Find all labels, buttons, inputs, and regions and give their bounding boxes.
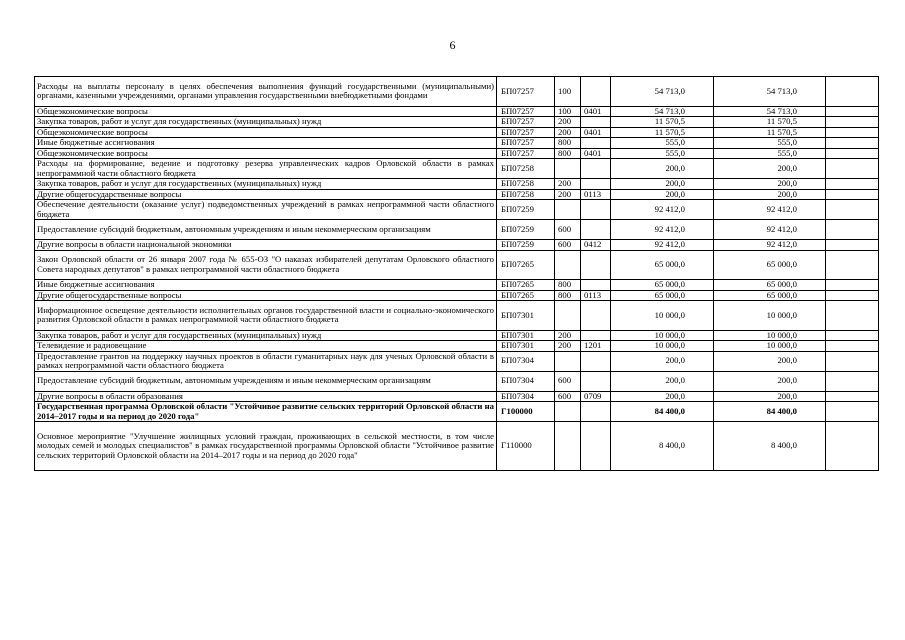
row-empty bbox=[826, 301, 879, 331]
row-vr bbox=[555, 159, 581, 179]
table-row bbox=[35, 422, 879, 471]
row-vr: 800 bbox=[555, 280, 581, 291]
table-row bbox=[35, 77, 879, 107]
row-rz: 0401 bbox=[581, 148, 611, 159]
row-name: Обеспечение деятельности (оказание услуг) подведомственных учреждений в рамках непрограммной части областного бюджета bbox=[35, 200, 497, 220]
row-vr: 200 bbox=[555, 330, 581, 341]
table-row bbox=[35, 341, 879, 352]
row-vr: 800 bbox=[555, 290, 581, 301]
row-name: Закупка товаров, работ и услуг для государственных (муниципальных) нужд bbox=[35, 117, 497, 128]
row-name: Предоставление субсидий бюджетным, автономным учреждениям и иным некоммерческим организациям bbox=[35, 371, 497, 391]
row-sum-2: 92 412,0 bbox=[714, 240, 826, 251]
row-name: Другие вопросы в области национальной экономики bbox=[35, 240, 497, 251]
row-empty bbox=[826, 351, 879, 371]
row-rz bbox=[581, 179, 611, 190]
row-empty bbox=[826, 250, 879, 280]
table-row bbox=[35, 189, 879, 200]
row-code: БП07257 bbox=[497, 77, 555, 107]
row-empty bbox=[826, 138, 879, 149]
row-name: Информационное освещение деятельности исполнительных органов государственной власти и социально-экономического развития Орловской области в рамках непрограммной части областного бюджета bbox=[35, 301, 497, 331]
row-code: БП07258 bbox=[497, 189, 555, 200]
table-row bbox=[35, 391, 879, 402]
row-vr: 200 bbox=[555, 127, 581, 138]
row-empty bbox=[826, 117, 879, 128]
row-rz bbox=[581, 422, 611, 471]
row-empty bbox=[826, 280, 879, 291]
row-name: Общеэкономические вопросы bbox=[35, 127, 497, 138]
row-name: Основное мероприятие "Улучшение жилищных условий граждан, проживающих в сельской местности, в том числе молодых семей и молодых специалистов" в рамках государственной программы Орловской области "Устойчивое развитие сельских территорий Орловской области на 2014–2017 годы и на период до 2020 года" bbox=[35, 422, 497, 471]
row-code: БП07265 bbox=[497, 250, 555, 280]
row-empty bbox=[826, 148, 879, 159]
row-code: БП07301 bbox=[497, 301, 555, 331]
row-sum-1: 65 000,0 bbox=[611, 250, 714, 280]
row-sum-1: 200,0 bbox=[611, 159, 714, 179]
row-name: Закон Орловской области от 26 января 2007 года № 655-ОЗ "О наказах избирателей депутатам Орловского областного Совета народных депутатов" в рамках непрограммной части областного бюджета bbox=[35, 250, 497, 280]
row-vr: 600 bbox=[555, 371, 581, 391]
row-code: БП07265 bbox=[497, 290, 555, 301]
row-rz bbox=[581, 351, 611, 371]
row-rz: 0401 bbox=[581, 106, 611, 117]
row-sum-2: 54 713,0 bbox=[714, 77, 826, 107]
row-sum-1: 10 000,0 bbox=[611, 341, 714, 352]
row-rz bbox=[581, 371, 611, 391]
row-sum-2: 65 000,0 bbox=[714, 250, 826, 280]
row-name: Предоставление субсидий бюджетным, автономным учреждениям и иным некоммерческим организациям bbox=[35, 220, 497, 240]
table-row bbox=[35, 200, 879, 220]
row-name: Расходы на формирование, ведение и подготовку резерва управленческих кадров Орловской области в рамках непрограммной части областного бюджета bbox=[35, 159, 497, 179]
row-sum-1: 65 000,0 bbox=[611, 290, 714, 301]
row-rz: 0113 bbox=[581, 189, 611, 200]
row-vr: 600 bbox=[555, 391, 581, 402]
row-rz: 0412 bbox=[581, 240, 611, 251]
row-empty bbox=[826, 240, 879, 251]
row-sum-1: 84 400,0 bbox=[611, 402, 714, 422]
row-code: БП07304 bbox=[497, 351, 555, 371]
table-row bbox=[35, 138, 879, 149]
table-row bbox=[35, 280, 879, 291]
row-sum-2: 555,0 bbox=[714, 138, 826, 149]
row-sum-1: 92 412,0 bbox=[611, 220, 714, 240]
row-sum-2: 54 713,0 bbox=[714, 106, 826, 117]
table-row bbox=[35, 148, 879, 159]
row-sum-1: 200,0 bbox=[611, 179, 714, 190]
table-row bbox=[35, 371, 879, 391]
row-code: БП07265 bbox=[497, 280, 555, 291]
row-sum-2: 92 412,0 bbox=[714, 220, 826, 240]
row-sum-1: 200,0 bbox=[611, 189, 714, 200]
row-empty bbox=[826, 189, 879, 200]
row-sum-1: 10 000,0 bbox=[611, 301, 714, 331]
row-sum-2: 555,0 bbox=[714, 148, 826, 159]
row-sum-1: 11 570,5 bbox=[611, 127, 714, 138]
row-rz bbox=[581, 220, 611, 240]
row-rz: 0113 bbox=[581, 290, 611, 301]
row-vr bbox=[555, 200, 581, 220]
table-row bbox=[35, 220, 879, 240]
row-empty bbox=[826, 422, 879, 471]
row-vr: 100 bbox=[555, 106, 581, 117]
row-sum-1: 11 570,5 bbox=[611, 117, 714, 128]
row-code: Г110000 bbox=[497, 422, 555, 471]
row-rz bbox=[581, 250, 611, 280]
row-name: Закупка товаров, работ и услуг для государственных (муниципальных) нужд bbox=[35, 330, 497, 341]
row-vr: 100 bbox=[555, 77, 581, 107]
row-empty bbox=[826, 77, 879, 107]
table-row bbox=[35, 106, 879, 117]
table-row bbox=[35, 402, 879, 422]
row-name: Предоставление грантов на поддержку научных проектов в области гуманитарных наук для ученых Орловской области в рамках непрограммной части областного бюджета bbox=[35, 351, 497, 371]
table-row bbox=[35, 301, 879, 331]
row-rz bbox=[581, 301, 611, 331]
row-name: Другие вопросы в области образования bbox=[35, 391, 497, 402]
row-empty bbox=[826, 290, 879, 301]
row-vr: 200 bbox=[555, 117, 581, 128]
row-vr bbox=[555, 422, 581, 471]
row-empty bbox=[826, 391, 879, 402]
row-empty bbox=[826, 127, 879, 138]
row-empty bbox=[826, 179, 879, 190]
table-row bbox=[35, 351, 879, 371]
row-sum-2: 65 000,0 bbox=[714, 290, 826, 301]
row-sum-1: 54 713,0 bbox=[611, 77, 714, 107]
row-vr bbox=[555, 301, 581, 331]
row-code: БП07257 bbox=[497, 106, 555, 117]
row-sum-1: 10 000,0 bbox=[611, 330, 714, 341]
row-rz bbox=[581, 280, 611, 291]
row-name: Другие общегосударственные вопросы bbox=[35, 290, 497, 301]
row-sum-2: 10 000,0 bbox=[714, 330, 826, 341]
row-code: БП07304 bbox=[497, 391, 555, 402]
row-vr: 200 bbox=[555, 341, 581, 352]
row-sum-2: 84 400,0 bbox=[714, 402, 826, 422]
row-sum-2: 8 400,0 bbox=[714, 422, 826, 471]
row-vr: 800 bbox=[555, 138, 581, 149]
row-name: Иные бюджетные ассигнования bbox=[35, 138, 497, 149]
row-rz: 0401 bbox=[581, 127, 611, 138]
row-empty bbox=[826, 371, 879, 391]
row-code: БП07301 bbox=[497, 341, 555, 352]
row-sum-1: 54 713,0 bbox=[611, 106, 714, 117]
row-sum-1: 65 000,0 bbox=[611, 280, 714, 291]
row-sum-2: 10 000,0 bbox=[714, 301, 826, 331]
row-empty bbox=[826, 220, 879, 240]
row-code: БП07259 bbox=[497, 240, 555, 251]
row-sum-1: 555,0 bbox=[611, 148, 714, 159]
row-name: Расходы на выплаты персоналу в целях обеспечения выполнения функций государственными (муниципальными) органами, казенными учреждениями, органами управления государственными внебюджетными фондами bbox=[35, 77, 497, 107]
row-sum-1: 8 400,0 bbox=[611, 422, 714, 471]
row-sum-2: 200,0 bbox=[714, 159, 826, 179]
row-rz bbox=[581, 117, 611, 128]
row-rz: 0709 bbox=[581, 391, 611, 402]
table-row bbox=[35, 179, 879, 190]
row-sum-2: 11 570,5 bbox=[714, 117, 826, 128]
row-sum-2: 10 000,0 bbox=[714, 341, 826, 352]
row-rz: 1201 bbox=[581, 341, 611, 352]
row-empty bbox=[826, 402, 879, 422]
row-code: БП07304 bbox=[497, 371, 555, 391]
row-code: БП07258 bbox=[497, 159, 555, 179]
table-row bbox=[35, 330, 879, 341]
row-name: Государственная программа Орловской области "Устойчивое развитие сельских территорий Орловской области на 2014–2017 годы и на период до 2020 года" bbox=[35, 402, 497, 422]
row-code: БП07257 bbox=[497, 117, 555, 128]
row-sum-1: 92 412,0 bbox=[611, 200, 714, 220]
row-code: БП07257 bbox=[497, 127, 555, 138]
row-code: Г100000 bbox=[497, 402, 555, 422]
page-number: 6 bbox=[449, 38, 456, 52]
row-sum-2: 200,0 bbox=[714, 391, 826, 402]
row-code: БП07301 bbox=[497, 330, 555, 341]
row-vr: 200 bbox=[555, 179, 581, 190]
row-sum-2: 11 570,5 bbox=[714, 127, 826, 138]
row-sum-2: 200,0 bbox=[714, 189, 826, 200]
row-rz bbox=[581, 138, 611, 149]
row-sum-1: 200,0 bbox=[611, 351, 714, 371]
row-rz bbox=[581, 159, 611, 179]
row-sum-2: 200,0 bbox=[714, 179, 826, 190]
row-name: Общеэкономические вопросы bbox=[35, 106, 497, 117]
row-vr: 200 bbox=[555, 189, 581, 200]
row-empty bbox=[826, 200, 879, 220]
row-vr bbox=[555, 402, 581, 422]
row-name: Другие общегосударственные вопросы bbox=[35, 189, 497, 200]
row-code: БП07257 bbox=[497, 148, 555, 159]
row-sum-2: 92 412,0 bbox=[714, 200, 826, 220]
row-code: БП07257 bbox=[497, 138, 555, 149]
row-vr: 600 bbox=[555, 240, 581, 251]
row-rz bbox=[581, 402, 611, 422]
row-rz bbox=[581, 200, 611, 220]
row-sum-2: 200,0 bbox=[714, 351, 826, 371]
table-row bbox=[35, 117, 879, 128]
row-sum-2: 65 000,0 bbox=[714, 280, 826, 291]
row-empty bbox=[826, 330, 879, 341]
row-code: БП07259 bbox=[497, 200, 555, 220]
row-sum-2: 200,0 bbox=[714, 371, 826, 391]
row-sum-1: 200,0 bbox=[611, 391, 714, 402]
row-name: Иные бюджетные ассигнования bbox=[35, 280, 497, 291]
row-name: Телевидение и радиовещание bbox=[35, 341, 497, 352]
row-vr bbox=[555, 351, 581, 371]
row-code: БП07258 bbox=[497, 179, 555, 190]
row-rz bbox=[581, 330, 611, 341]
table-row bbox=[35, 159, 879, 179]
row-sum-1: 92 412,0 bbox=[611, 240, 714, 251]
row-sum-1: 200,0 bbox=[611, 371, 714, 391]
row-empty bbox=[826, 106, 879, 117]
table-row bbox=[35, 290, 879, 301]
row-code: БП07259 bbox=[497, 220, 555, 240]
row-sum-1: 555,0 bbox=[611, 138, 714, 149]
row-vr: 600 bbox=[555, 220, 581, 240]
budget-table bbox=[34, 76, 879, 471]
row-vr bbox=[555, 250, 581, 280]
table-row bbox=[35, 240, 879, 251]
row-name: Общеэкономические вопросы bbox=[35, 148, 497, 159]
row-name: Закупка товаров, работ и услуг для государственных (муниципальных) нужд bbox=[35, 179, 497, 190]
table-row bbox=[35, 250, 879, 280]
row-empty bbox=[826, 341, 879, 352]
row-vr: 800 bbox=[555, 148, 581, 159]
row-rz bbox=[581, 77, 611, 107]
table-row bbox=[35, 127, 879, 138]
row-empty bbox=[826, 159, 879, 179]
